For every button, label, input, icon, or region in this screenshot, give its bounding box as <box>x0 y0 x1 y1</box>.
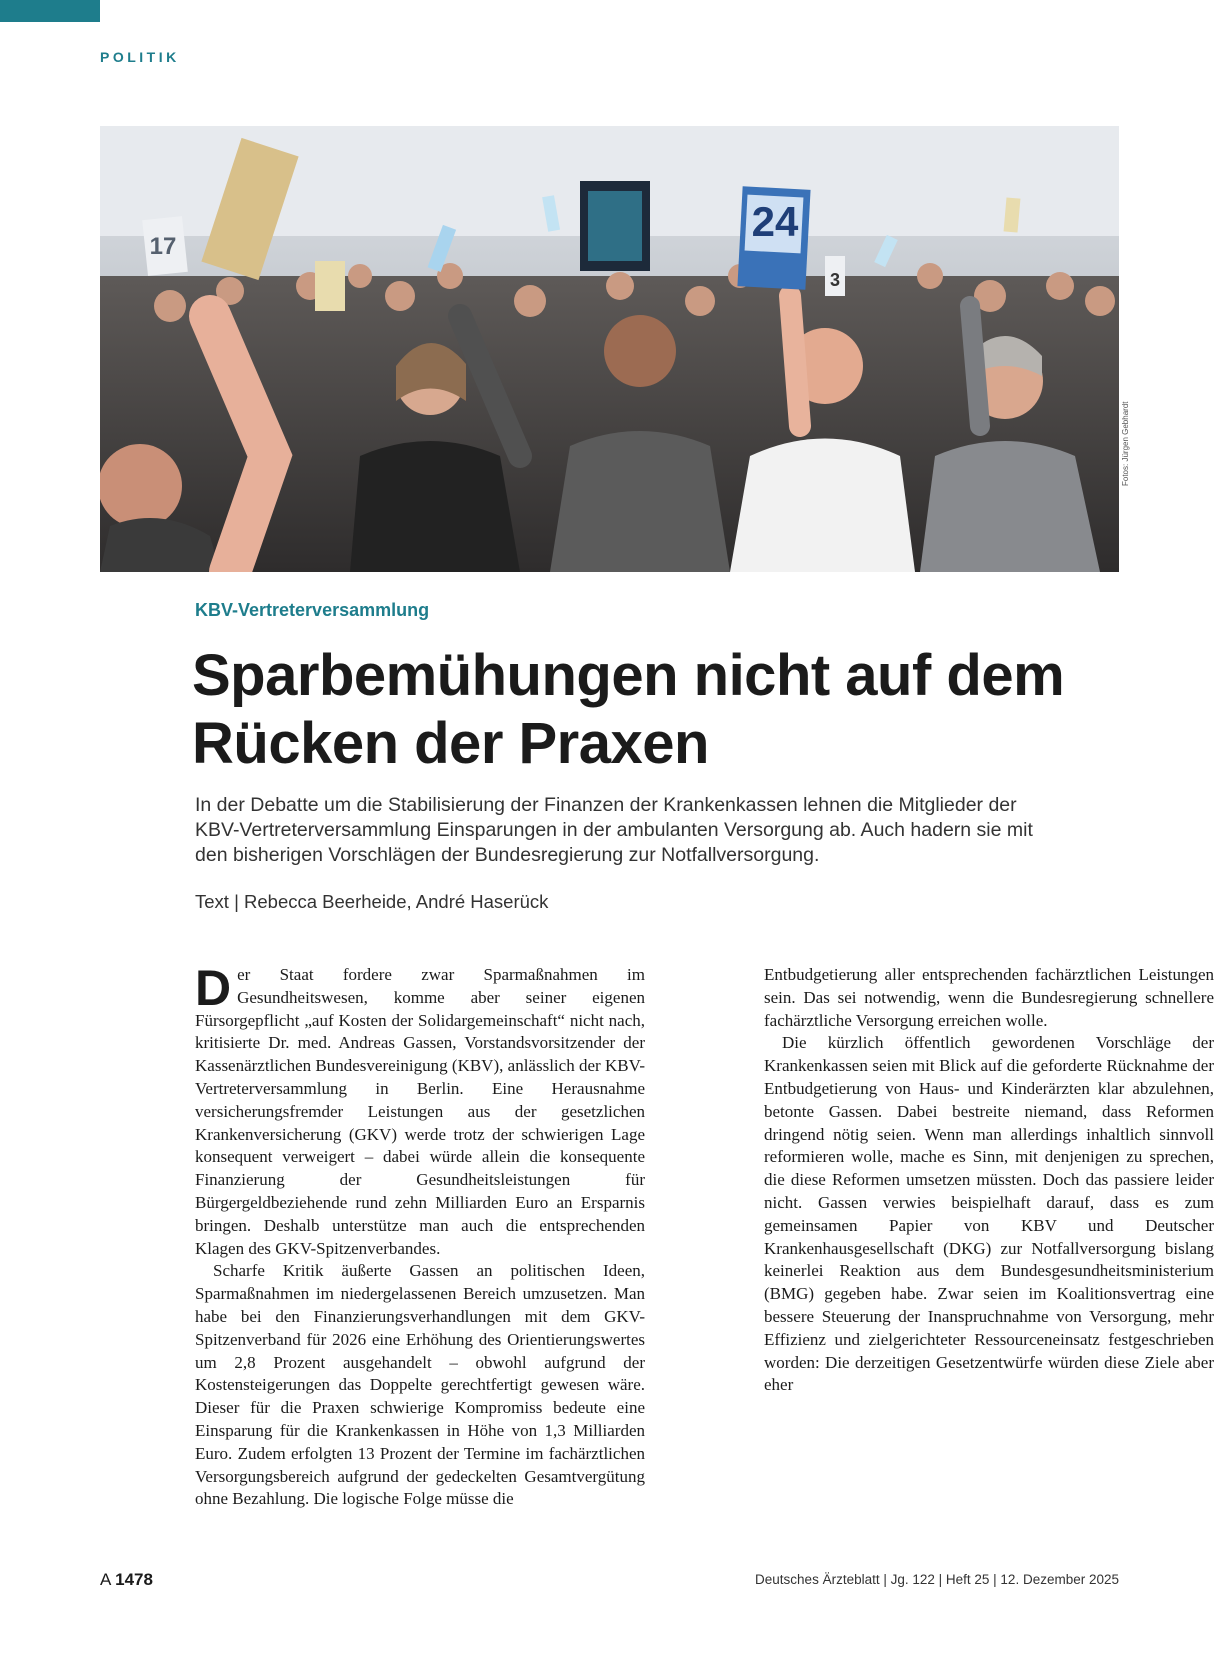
page-number <box>100 1570 153 1590</box>
article-column-1 <box>195 960 645 1511</box>
paragraph-1 <box>195 960 645 1260</box>
photo-credit: Fotos: Jürgen Gebhardt <box>1121 401 1130 486</box>
paragraph-4: Die kürzlich öffentlich gewordenen Vorschläge der Krankenkassen seien mit Blick auf die geforderte Rücknahme der Entbudgetierung von Haus- und Kinderärzten klar abzulehnen, betonte Gassen. Dabei bestreite niemand, dass Reformen dringend nötig seien. Wenn man allerdings inhaltlich sinnvoll reformieren wolle, mache es Sinn, mit denjenigen zu sprechen, die diese Reformen umsetzen müssten. Doch das passiere leider nicht. Gassen verwies beispielhaft darauf, dass es zum gemeinsamen Papier von KBV und Deutscher Krankenhausgesellschaft (DKG) zur Notfallversorgung bislang keinerlei Reaktion aus dem Bundesgesundheitsministerium (BMG) gegeben habe. Zwar seien im Koalitionsvertrag eine bessere Steuerung der Inanspruchnahme von Versorgung, mehr Effizienz und zielgerichteter Ressourceneinsatz festgeschrieben worden: Die derzeitigen Gesetzentwürfe würden diese Ziele aber eher <box>764 1033 1214 1395</box>
drop-cap: D <box>195 960 232 1016</box>
paragraph-3: Entbudgetierung aller entsprechenden fachärztlichen Leistungen sein. Das sei notwendig, wenn die Bundesregierung schnellere fachärztliche Versorgung erreichen wolle. <box>764 965 1214 1030</box>
article-column-2 <box>764 964 1214 1397</box>
page-prefix: A <box>100 1570 111 1589</box>
paragraph-1-text: er Staat fordere zwar Sparmaßnahmen im Gesundheitswesen, komme aber seiner eigenen Fürsorgepflicht „auf Kosten der Solidargemeinschaft“ nicht nach, kritisierte Dr. med. Andreas Gassen, Vorstandsvorsitzender der Kassenärztlichen Bundesvereinigung (KBV), anlässlich der KBV-Vertreterversammlung in Berlin. Eine Herausnahme versicherungsfremder Leistungen aus der gesetzlichen Krankenversicherung (GKV) werde trotz der schwierigen Lage konsequent verweigert – dabei würde allein die konsequente Finanzierung der Gesundheitsleistungen für Bürgergeldbeziehende rund zehn Milliarden Euro an Ersparnis bringen. Deshalb unterstütze man auch die entsprechenden Klagen des GKV-Spitzenverbandes. <box>195 965 645 1258</box>
assembly-photo <box>100 126 1119 572</box>
section-color-bar <box>0 0 100 22</box>
section-label: POLITIK <box>100 49 180 65</box>
placard-number-24: 24 <box>751 198 799 245</box>
article-headline: Sparbemühungen nicht auf dem Rücken der Praxen <box>192 643 1065 776</box>
article-lead: In der Debatte um die Stabilisierung der Finanzen der Krankenkassen lehnen die Mitglieder der KBV-Vertreterversammlung Einsparungen in der ambulanten Versorgung ab. Auch hadern sie mit den bisherigen Vorschlägen der Bundesregierung zur Notfallversorgung. <box>195 794 1033 866</box>
article-authors: Text | Rebecca Beerheide, André Haserück <box>195 891 549 912</box>
page-number-value: 1478 <box>115 1570 153 1589</box>
publication-info: Deutsches Ärzteblatt | Jg. 122 | Heft 25 | 12. Dezember 2025 <box>755 1572 1119 1587</box>
article-kicker: KBV-Vertreterversammlung <box>195 600 430 620</box>
placard-number-17: 17 <box>149 233 177 260</box>
placard-number-3: 3 <box>829 270 841 290</box>
paragraph-2: Scharfe Kritik äußerte Gassen an politischen Ideen, Sparmaßnahmen im niedergelassenen Bereich umzusetzen. Man habe bei den Finanzierungsverhandlungen mit dem GKV-Spitzenverband für 2026 eine Erhöhung des Orientierungswertes um 2,8 Prozent ausgehandelt – obwohl aufgrund der Kostensteigerungen das Doppelte gerechtfertigt gewesen wäre. Dieser für die Praxen schwierige Kompromiss bedeute eine Einsparung für die Krankenkassen in Höhe von 1,3 Milliarden Euro. Zudem erfolgten 13 Prozent der Termine im fachärztlichen Versorgungsbereich aufgrund der gedeckelten Gesamtvergütung ohne Bezahlung. Die logische Folge müsse die <box>195 1261 645 1509</box>
